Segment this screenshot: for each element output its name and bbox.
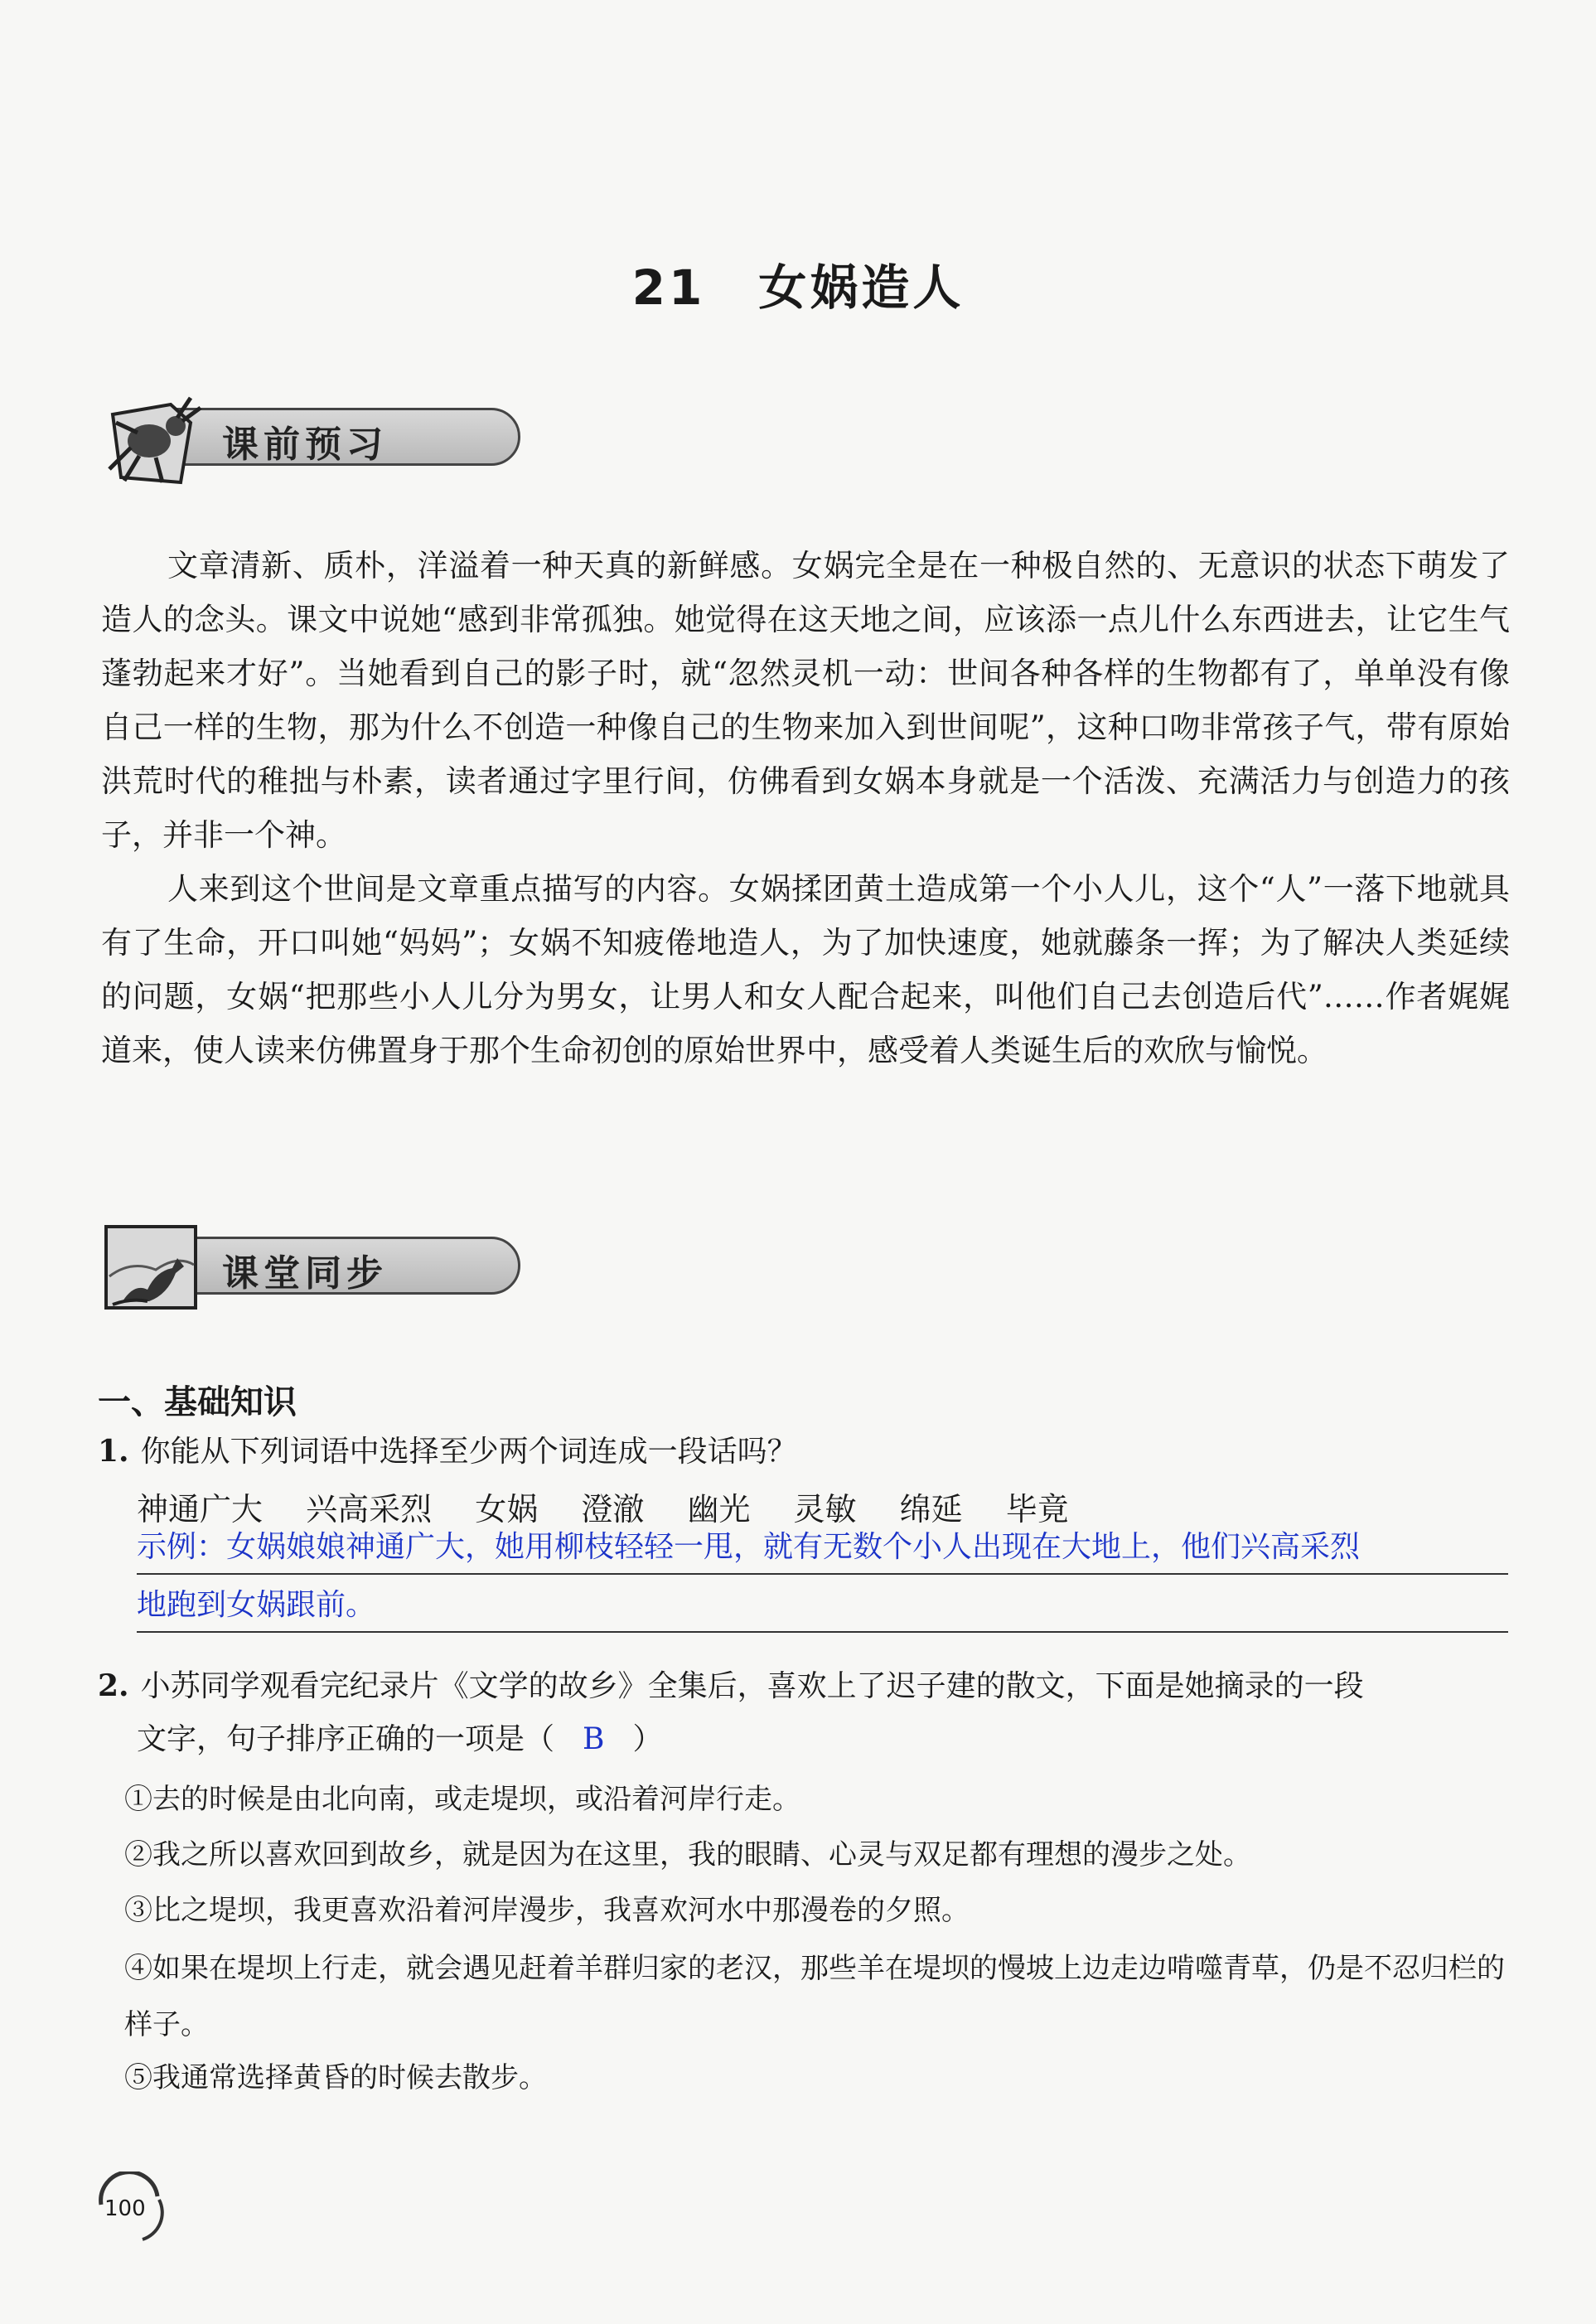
- question-1: [98, 1426, 1515, 1478]
- question-prompt-line1: 小苏同学观看完纪录片《文学的故乡》全集后，喜欢上了迟子建的散文，下面是她摘录的一段: [140, 1669, 1364, 1703]
- word-item: 澄澈: [581, 1491, 645, 1528]
- sentence-option-4: ④如果在堤坝上行走，就会遇见赶着羊群归家的老汉，那些羊在堤坝的慢坡上边走边啃噬青草，仍是不忍归栏的样子。: [124, 1952, 1505, 2041]
- word-item: 女娲: [475, 1491, 539, 1528]
- answer-line-1: 示例：女娲娘娘神通广大，她用柳枝轻轻一甩，就有无数个小人出现在大地上，他们兴高采烈: [137, 1527, 1508, 1575]
- section-title-preview: 课前预习: [222, 424, 388, 466]
- sentence-option-2: ②我之所以喜欢回到故乡，就是因为在这里，我的眼睛、心灵与双足都有理想的漫步之处。: [124, 1838, 1251, 1871]
- page-number-badge: [93, 2171, 164, 2243]
- preview-paragraph-2: 人来到这个世间是文章重点描写的内容。女娲揉团黄土造成第一个小人儿，这个“人”一落下地就具有了生命，开口叫她“妈妈”；女娲不知疲倦地造人，为了加快速度，她就藤条一挥；为了解决人类延续的问题，女娲“把那些小人儿分为男女，让男人和女人配合起来，叫他们自己去创造后代”……作者娓娓道来，使人读来仿佛置身于那个生命初创的原始世界中，感受着人类诞生后的欢欣与愉悦。: [101, 871, 1510, 1068]
- word-item: 幽光: [687, 1491, 751, 1528]
- ant-insect-icon: [98, 390, 206, 489]
- dinosaur-icon: [98, 1218, 206, 1318]
- filled-answer: B: [583, 1722, 605, 1756]
- question-prompt: 你能从下列词语中选择至少两个词连成一段话吗？: [140, 1435, 797, 1469]
- part-heading: 一、基础知识: [98, 1383, 297, 1421]
- question-prompt-close: ）: [632, 1722, 663, 1756]
- sentence-option-5: ⑤我通常选择黄昏的时候去散步。: [124, 2061, 547, 2094]
- section-banner-preview: [98, 390, 446, 481]
- answer-line-2: 地跑到女娲跟前。: [137, 1585, 1508, 1633]
- question-2-line2: [137, 1714, 1554, 1765]
- section-title-classroom: 课堂同步: [222, 1252, 388, 1295]
- word-item: 神通广大: [137, 1491, 264, 1528]
- word-item: 兴高采烈: [306, 1491, 433, 1528]
- section-banner-classroom: [98, 1218, 446, 1310]
- word-item: 绵延: [899, 1491, 963, 1528]
- lesson-name: 女娲造人: [758, 259, 965, 316]
- question-number: 2.: [98, 1668, 129, 1703]
- question-number: 1.: [98, 1434, 129, 1469]
- page-number: 100: [104, 2196, 146, 2221]
- word-bank: [137, 1484, 1102, 1529]
- lesson-title: [0, 249, 1596, 318]
- question-2: [98, 1660, 1515, 1712]
- sentence-option-3: ③比之堤坝，我更喜欢沿着河岸漫步，我喜欢河水中那漫卷的夕照。: [124, 1894, 970, 1927]
- preview-paragraph-1: 文章清新、质朴，洋溢着一种天真的新鲜感。女娲完全是在一种极自然的、无意识的状态下萌发了造人的念头。课文中说她“感到非常孤独。她觉得在这天地之间，应该添一点儿什么东西进去，让它生气蓬勃起来才好”。当她看到自己的影子时，就“忽然灵机一动：世间各种各样的生物都有了，单单没有像自己一样的生物，那为什么不创造一种像自己的生物来加入到世间呢”，这种口吻非常孩子气，带有原始洪荒时代的稚拙与朴素，读者通过字里行间，仿佛看到女娲本身就是一个活泼、充满活力与创造力的孩子，并非一个神。: [101, 548, 1510, 853]
- sentence-option-1: ①去的时候是由北向南，或走堤坝，或沿着河岸行走。: [124, 1783, 800, 1816]
- word-item: 灵敏: [793, 1491, 857, 1528]
- lesson-number: 21: [631, 259, 706, 316]
- word-item: 毕竟: [1005, 1491, 1069, 1528]
- question-prompt-line2: 文字，句子排序正确的一项是（: [137, 1722, 555, 1756]
